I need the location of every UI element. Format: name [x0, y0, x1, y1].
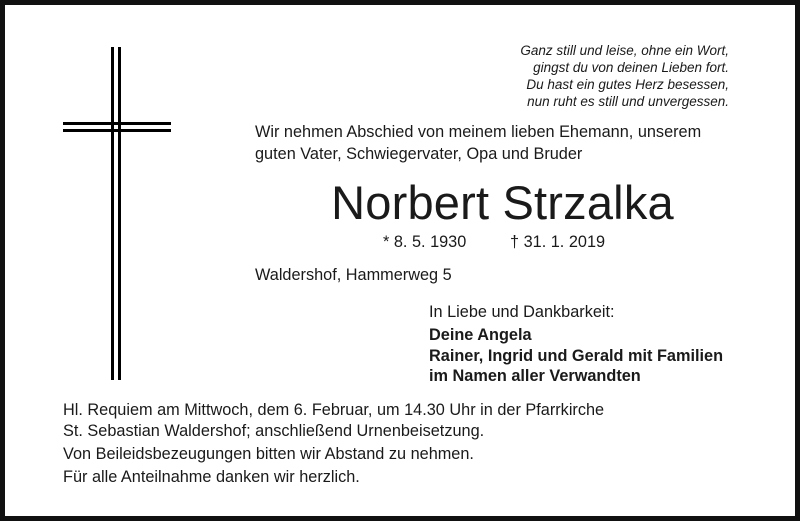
memorial-poem [520, 42, 729, 110]
mourner-name: im Namen aller Verwandten [429, 367, 641, 385]
poem-line: gingst du von deinen Lieben fort. [533, 60, 729, 75]
closing-line: Von Beileidsbezeugungen bitten wir Abstand zu nehmen. [63, 444, 474, 463]
closing-line: St. Sebastian Waldershof; anschließend Urnenbeisetzung. [63, 421, 485, 440]
cross-icon [63, 47, 171, 380]
poem-line: Ganz still und leise, ohne ein Wort, [520, 43, 729, 58]
mourner-name: Deine Angela [429, 326, 532, 344]
poem-line: nun ruht es still und unvergessen. [527, 94, 729, 109]
closing-line: Hl. Requiem am Mittwoch, dem 6. Februar, um 14.30 Uhr in der Pfarrkirche [63, 401, 605, 419]
intro-line: guten Vater, Schwiegervater, Opa und Bruder [255, 144, 583, 163]
mourners-intro: In Liebe und Dankbarkeit: [429, 303, 615, 321]
closing-line: Für alle Anteilnahme danken wir herzlich. [63, 467, 360, 486]
death-date: † 31. 1. 2019 [510, 233, 606, 251]
intro-line: Wir nehmen Abschied von meinem lieben Ehemann, unserem [255, 123, 702, 141]
birth-date: * 8. 5. 1930 [383, 233, 467, 251]
mourner-name: Rainer, Ingrid und Gerald mit Familien [429, 346, 724, 365]
farewell-intro [255, 122, 785, 165]
mourners-list [429, 325, 723, 387]
address: Waldershof, Hammerweg 5 [255, 266, 452, 284]
poem-line: Du hast ein gutes Herz besessen, [526, 77, 729, 92]
service-information [63, 400, 604, 487]
deceased-name: Norbert Strzalka [331, 176, 674, 229]
